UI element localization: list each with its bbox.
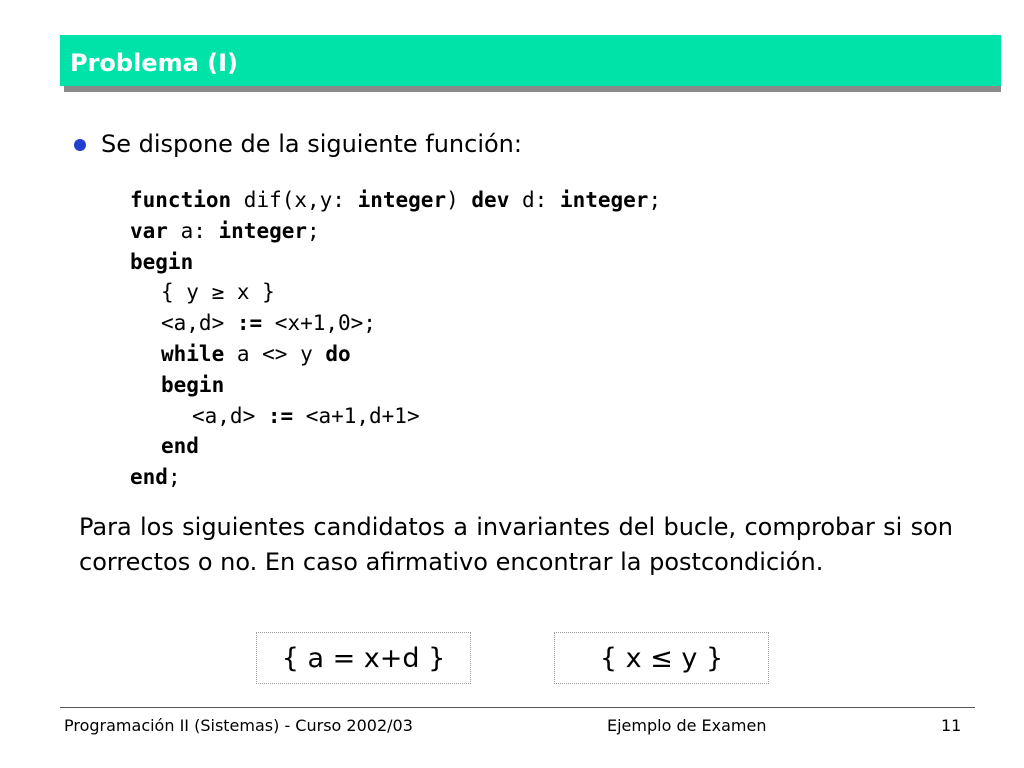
code-keyword: function [130, 188, 232, 212]
code-keyword: var [130, 218, 168, 243]
instruction-paragraph: Para los siguientes candidatos a invariantes del bucle, comprobar si son correctos o no. En caso afirmativo encontrar la postcondición. [79, 513, 953, 576]
slide-title: Problema (I) [70, 49, 239, 77]
code-text: ; [648, 188, 662, 212]
page-number: 11 [941, 716, 962, 735]
code-text: <a,d> [192, 403, 268, 428]
code-text: <x+1,0>; [262, 311, 376, 336]
code-keyword: dev [471, 188, 510, 212]
code-keyword: integer [357, 188, 447, 212]
bullet-item [74, 127, 522, 161]
code-line [130, 277, 661, 308]
code-keyword: := [267, 403, 294, 428]
invariant-candidate-1: { a = x+d } [256, 632, 471, 684]
code-text: <a,d> [161, 311, 237, 336]
code-text: d: [509, 188, 560, 212]
footer-section: Ejemplo de Examen [607, 716, 767, 735]
code-keyword: := [236, 311, 263, 336]
code-keyword: begin [161, 372, 225, 397]
code-keyword: integer [559, 188, 649, 212]
code-text: ) [446, 188, 472, 212]
code-keyword: while [161, 341, 225, 366]
invariant-candidate-2: { x ≤ y } [554, 632, 769, 684]
code-listing [130, 185, 661, 493]
code-text: dif(x,y: [231, 188, 358, 212]
code-line [130, 431, 661, 462]
code-text: <a+1,d+1> [293, 403, 420, 428]
code-line [130, 185, 661, 216]
code-keyword: end [130, 465, 168, 490]
bullet-text: Se dispone de la siguiente función: [101, 130, 522, 158]
code-keyword: do [325, 341, 351, 366]
code-text: ; [167, 465, 181, 490]
code-text: a <> y [224, 341, 326, 366]
code-keyword: end [161, 434, 199, 459]
bullet-dot-icon [74, 139, 86, 151]
code-text: { y ≥ x } [161, 280, 275, 305]
code-line [130, 216, 661, 247]
code-keyword: begin [130, 249, 194, 274]
code-line [130, 308, 661, 339]
footer-divider [60, 707, 975, 708]
footer-course: Programación II (Sistemas) - Curso 2002/03 [64, 716, 413, 735]
code-text: ; [307, 218, 320, 243]
code-keyword: integer [218, 218, 308, 243]
code-line [130, 462, 661, 493]
code-text: a: [167, 218, 219, 243]
code-line [130, 247, 661, 278]
code-line [130, 370, 661, 401]
code-line [130, 339, 661, 370]
code-line [130, 401, 661, 432]
